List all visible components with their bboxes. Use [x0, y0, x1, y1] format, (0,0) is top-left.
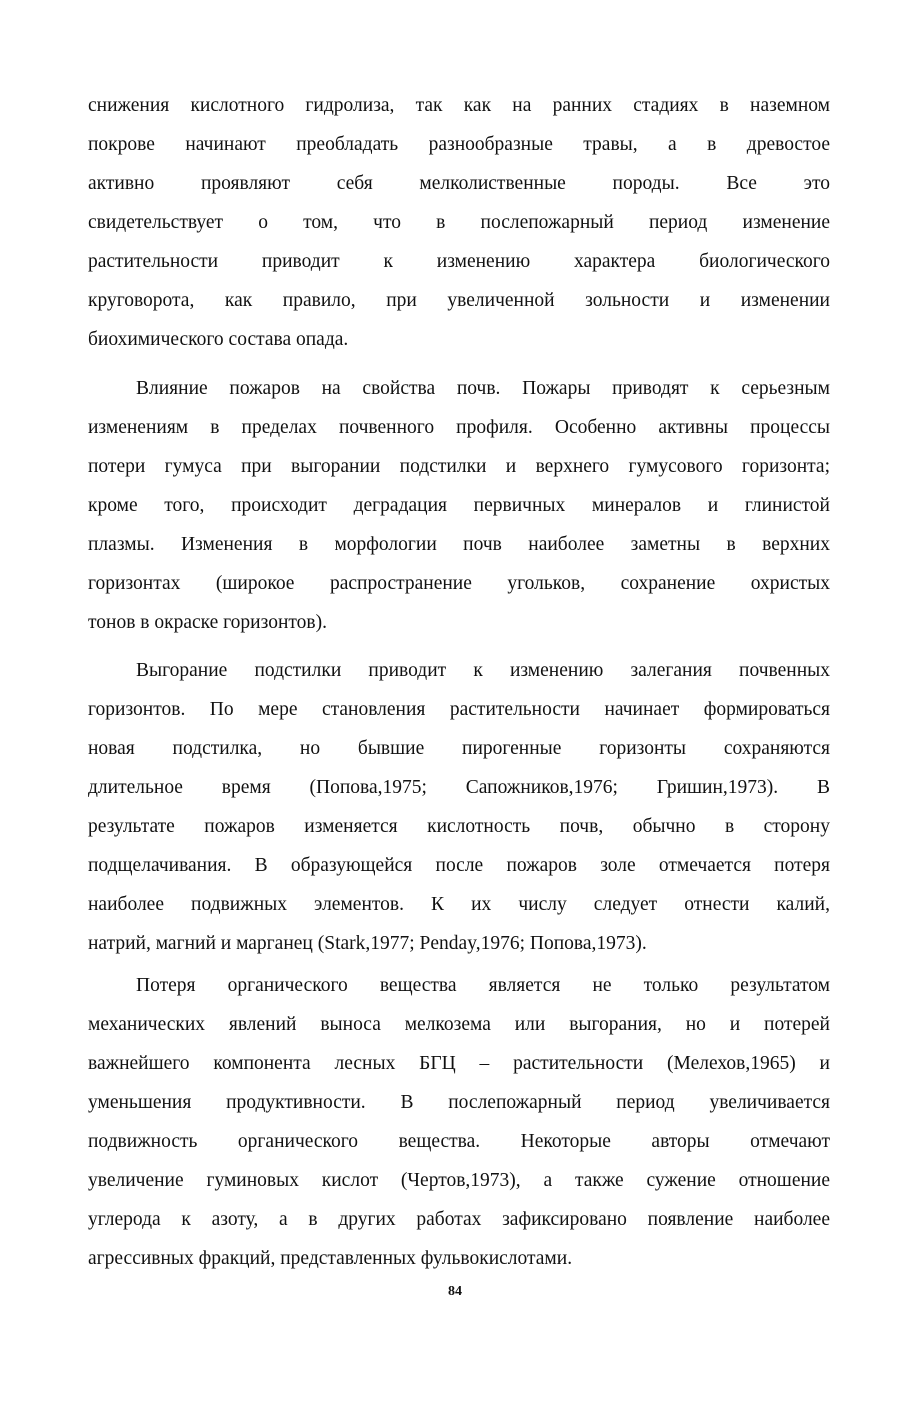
paragraph-3: [88, 651, 830, 963]
text-line: уменьшения продуктивности. В послепожарный период увеличивается: [88, 1092, 830, 1113]
text-line: круговорота, как правило, при увеличенной зольности и изменении: [88, 290, 830, 311]
text-line: плазмы. Изменения в морфологии почв наиболее заметны в верхних: [88, 534, 830, 555]
text-line: увеличение гуминовых кислот (Чертов,1973), а также сужение отношение: [88, 1170, 830, 1191]
text-line: растительности приводит к изменению характера биологического: [88, 251, 830, 272]
paragraph-1: [88, 86, 830, 359]
text-line: горизонтах (широкое распространение угольков, сохранение охристых: [88, 573, 830, 594]
text-line: длительное время (Попова,1975; Сапожников,1976; Гришин,1973). В: [88, 777, 830, 798]
text-line: наиболее подвижных элементов. К их числу следует отнести калий,: [88, 894, 830, 915]
paragraph-2: [88, 369, 830, 642]
text-line: агрессивных фракций, представленных фульвокислотами.: [88, 1248, 573, 1269]
text-line: натрий, магний и марганец (Stark,1977; Penday,1976; Попова,1973).: [88, 933, 647, 954]
text-line: изменениям в пределах почвенного профиля. Особенно активны процессы: [88, 417, 830, 438]
text-line: свидетельствует о том, что в послепожарный период изменение: [88, 212, 830, 233]
text-line: биохимического состава опада.: [88, 329, 349, 350]
text-line: снижения кислотного гидролиза, так как на ранних стадиях в наземном: [88, 95, 830, 116]
text-line: тонов в окраске горизонтов).: [88, 612, 327, 633]
text-line: подвижность органического вещества. Некоторые авторы отмечают: [88, 1131, 830, 1152]
text-line: результате пожаров изменяется кислотность почв, обычно в сторону: [88, 816, 830, 837]
text-line: кроме того, происходит деградация первичных минералов и глинистой: [88, 495, 830, 516]
text-line: горизонтов. По мере становления растительности начинает формироваться: [88, 699, 830, 720]
text-line: углерода к азоту, а в других работах зафиксировано появление наиболее: [88, 1209, 830, 1230]
text-line: новая подстилка, но бывшие пирогенные горизонты сохраняются: [88, 738, 830, 759]
text-line: активно проявляют себя мелколиственные породы. Все это: [88, 173, 830, 194]
text-line: потери гумуса при выгорании подстилки и верхнего гумусового горизонта;: [88, 456, 830, 477]
text-line: Влияние пожаров на свойства почв. Пожары приводят к серьезным: [136, 378, 830, 399]
text-line: Потеря органического вещества является не только результатом: [136, 975, 830, 996]
text-line: Выгорание подстилки приводит к изменению залегания почвенных: [136, 660, 830, 681]
paragraph-4: [88, 966, 830, 1278]
page-number: 84: [448, 1284, 462, 1299]
text-line: покрове начинают преобладать разнообразные травы, а в древостое: [88, 134, 830, 155]
text-line: механических явлений выноса мелкозема или выгорания, но и потерей: [88, 1014, 830, 1035]
text-line: подщелачивания. В образующейся после пожаров золе отмечается потеря: [88, 855, 830, 876]
text-line: важнейшего компонента лесных БГЦ – растительности (Мелехов,1965) и: [88, 1053, 830, 1074]
